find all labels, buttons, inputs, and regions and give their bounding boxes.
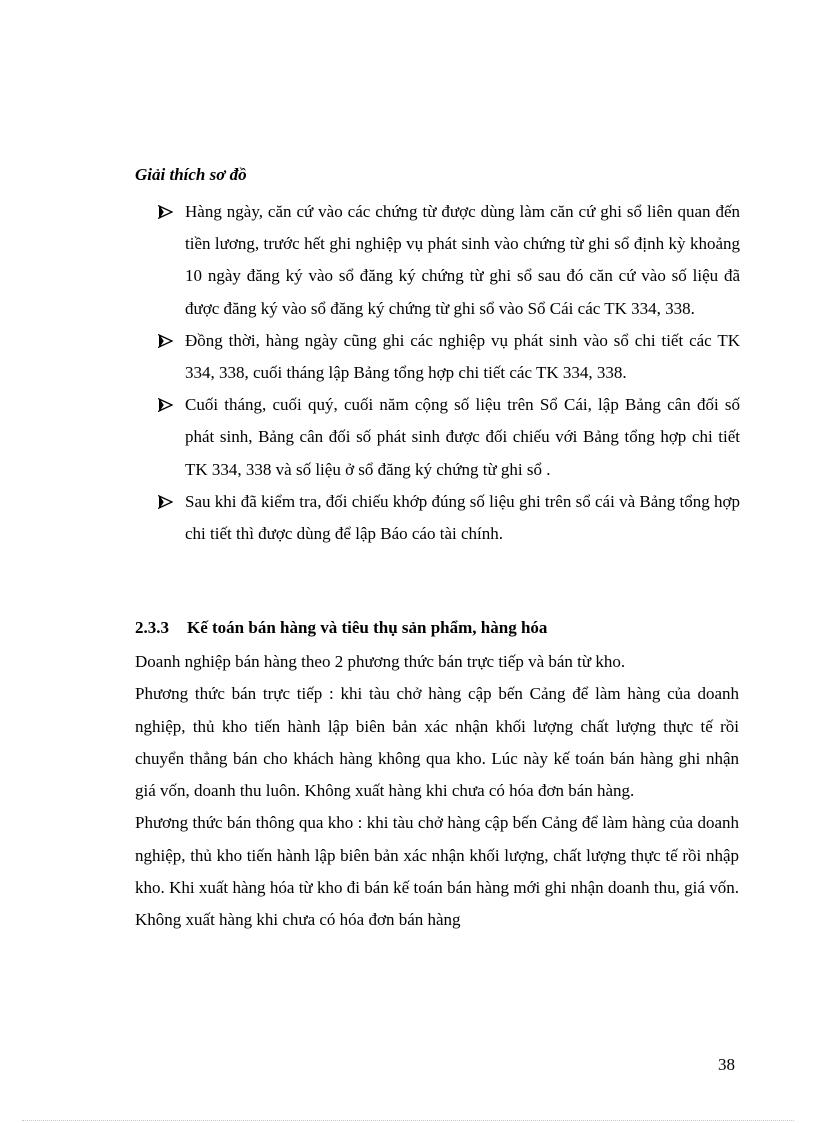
bullet-item: [158, 389, 740, 486]
body-text: [135, 646, 739, 937]
bullet-item: [158, 196, 740, 325]
footer-divider: [22, 1120, 794, 1121]
bullet-text: Cuối tháng, cuối quý, cuối năm cộng số liệu trên Sổ Cái, lập Bảng cân đối số phát sinh, Bảng cân đối số phát sinh được đối chiếu với Bảng tổng hợp chi tiết TK 334, 338 và số liệu ở sổ đăng ký chứng từ ghi sổ .: [185, 395, 740, 479]
paragraph: Phương thức bán thông qua kho : khi tàu chở hàng cập bến Cảng để làm hàng của doanh nghiệp, thủ kho tiến hành lập biên bản xác nhận khối lượng, chất lượng thực tế rồi nhập kho. Khi xuất hàng hóa từ kho đi bán kế toán bán hàng mới ghi nhận doanh thu, giá vốn. Không xuất hàng khi chưa có hóa đơn bán hàng: [135, 813, 739, 930]
bullet-item: [158, 325, 740, 389]
arrowhead-bullet-icon: [158, 398, 173, 412]
bullet-text: Hàng ngày, căn cứ vào các chứng từ được dùng làm căn cứ ghi sổ liên quan đến tiền lương, trước hết ghi nghiệp vụ phát sinh vào chứng từ ghi sổ định kỳ khoảng 10 ngày đăng ký vào sổ đăng ký chứng từ ghi sổ sau đó căn cứ vào số liệu đã được đăng ký vào sổ đăng ký chứng từ ghi sổ vào Sổ Cái các TK 334, 338.: [185, 202, 740, 318]
bullet-text: Đồng thời, hàng ngày cũng ghi các nghiệp vụ phát sinh vào sổ chi tiết các TK 334, 338, cuối tháng lập Bảng tổng hợp chi tiết các TK 334, 338.: [185, 330, 740, 383]
bullet-text: Sau khi đã kiểm tra, đối chiếu khớp đúng số liệu ghi trên sổ cái và Bảng tổng hợp chi tiết thì được dùng để lập Báo cáo tài chính.: [185, 491, 740, 544]
explanation-heading: Giải thích sơ đồ: [135, 165, 247, 184]
paragraph: Doanh nghiệp bán hàng theo 2 phương thức bán trực tiếp và bán từ kho.: [135, 652, 626, 671]
arrowhead-bullet-icon: [158, 334, 173, 348]
paragraph: Phương thức bán trực tiếp : khi tàu chở hàng cập bến Cảng để làm hàng của doanh nghiệp, thủ kho tiến hành lập biên bản xác nhận khối lượng chất lượng thực tế rồi chuyển thẳng bán cho khách hàng không qua kho. Lúc này kế toán bán hàng ghi nhận giá vốn, doanh thu luôn. Không xuất hàng khi chưa có hóa đơn bán hàng.: [135, 684, 739, 801]
explanation-bullet-list: [158, 196, 740, 550]
arrowhead-bullet-icon: [158, 495, 173, 509]
section-number: 2.3.3: [135, 618, 169, 637]
arrowhead-bullet-icon: [158, 205, 173, 219]
bullet-item: [158, 486, 740, 550]
section-title-text: Kế toán bán hàng và tiêu thụ sản phẩm, hàng hóa: [187, 618, 548, 637]
page-number: 38: [718, 1055, 735, 1074]
section-heading: [135, 615, 547, 641]
